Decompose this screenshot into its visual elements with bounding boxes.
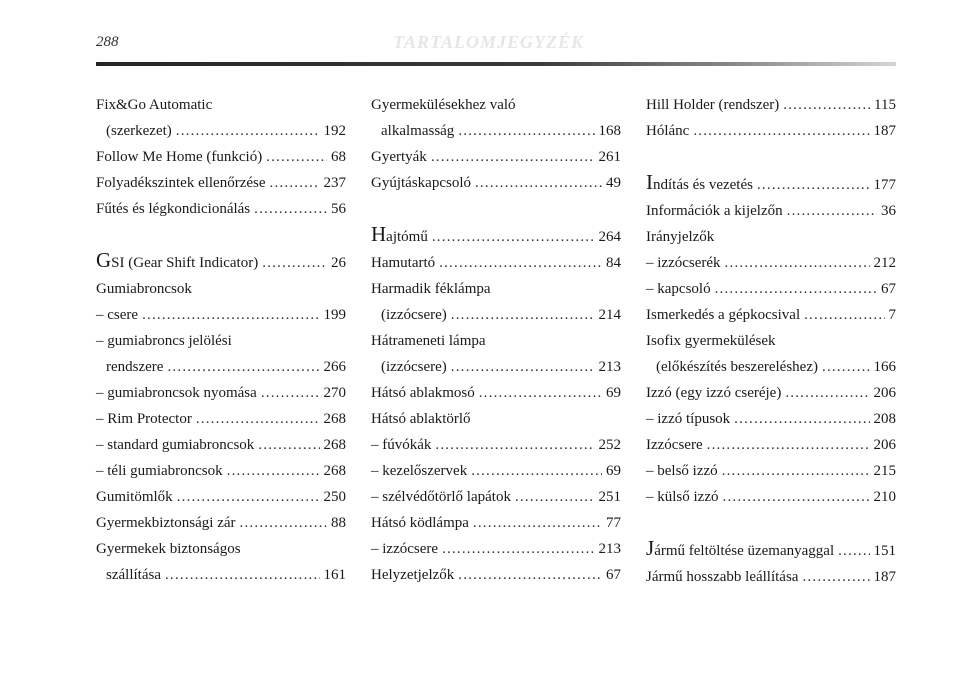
index-entry (646, 92, 896, 118)
index-entry (96, 144, 346, 170)
entry-text: Helyzetjelzők (371, 567, 455, 583)
leader-dots (176, 118, 320, 144)
entry-text: Gyújtáskapcsoló (371, 175, 471, 191)
page-ref: 77 (606, 515, 621, 531)
index-entry (646, 406, 896, 432)
page-ref: 208 (873, 411, 896, 427)
leader-dots (258, 432, 319, 458)
header-rule (96, 62, 896, 66)
index-entry (96, 328, 346, 380)
entry-text: – téli gumiabroncsok (96, 463, 223, 479)
leader-dots (471, 458, 602, 484)
entry-text: – kapcsoló (646, 281, 711, 297)
entry-text: Gyermekek biztonságos (96, 541, 241, 557)
index-entry (96, 484, 346, 510)
entry-text: Irányjelzők (646, 229, 715, 245)
index-entry (96, 276, 346, 302)
page-ref: 252 (598, 437, 621, 453)
entry-text: GSI (Gear Shift Indicator) (96, 248, 259, 272)
leader-dots (804, 302, 884, 328)
page-ref: 69 (606, 385, 621, 401)
entry-text: Hólánc (646, 123, 690, 139)
leader-dots (802, 564, 869, 590)
leader-dots (479, 380, 602, 406)
entry-text: Hátsó ablaktörlő (371, 411, 471, 427)
index-entry (371, 144, 621, 170)
entry-text: Fix&Go Automatic (96, 97, 213, 113)
page-ref: 68 (331, 149, 346, 165)
index-entry (96, 432, 346, 458)
index-entry (646, 535, 896, 564)
index-column-3 (646, 92, 896, 590)
section-initial: G (96, 248, 112, 272)
leader-dots (227, 458, 320, 484)
entry-text: – belső izzó (646, 463, 718, 479)
index-entry (646, 432, 896, 458)
index-entry (371, 458, 621, 484)
page-ref: 206 (873, 437, 896, 453)
entry-text: (izzócsere) (381, 307, 447, 323)
index-entry (371, 250, 621, 276)
page-ref: 215 (873, 463, 896, 479)
leader-dots (167, 354, 319, 380)
leader-dots (458, 562, 602, 588)
section-initial: I (646, 170, 653, 194)
page-ref: 166 (873, 359, 896, 375)
entry-text: Hátsó ködlámpa (371, 515, 469, 531)
index-entry (371, 510, 621, 536)
entry-text: Ismerkedés a gépkocsival (646, 307, 801, 323)
entry-text: – külső izzó (646, 489, 719, 505)
page-ref: 84 (606, 255, 621, 271)
entry-text: Gumiabroncsok (96, 281, 192, 297)
leader-dots (757, 172, 870, 198)
entry-text: Információk a kijelzőn (646, 203, 783, 219)
page-ref: 67 (881, 281, 896, 297)
index-entry (371, 380, 621, 406)
index-entry (646, 380, 896, 406)
entry-text: Hátrameneti lámpa (371, 333, 486, 349)
leader-dots (254, 196, 327, 222)
leader-dots (177, 484, 320, 510)
index-entry (96, 406, 346, 432)
entry-text: Follow Me Home (funkció) (96, 149, 263, 165)
page-ref: 187 (873, 569, 896, 585)
leader-dots (475, 170, 602, 196)
leader-dots (431, 144, 595, 170)
leader-dots (451, 302, 595, 328)
entry-text: Indítás és vezetés (646, 170, 753, 194)
index-entry (96, 196, 346, 222)
index-entry (371, 328, 621, 380)
leader-dots (435, 432, 594, 458)
index-entry (96, 92, 346, 144)
page-ref: 69 (606, 463, 621, 479)
index-entry (371, 276, 621, 328)
leader-dots (822, 354, 870, 380)
page-ref: 237 (323, 175, 346, 191)
leader-dots (266, 144, 327, 170)
leader-dots (442, 536, 594, 562)
page-ref: 151 (873, 543, 896, 559)
leader-dots (785, 380, 869, 406)
page-ref: 268 (323, 463, 346, 479)
leader-dots (787, 198, 877, 224)
leader-dots (722, 458, 870, 484)
index-entry (96, 170, 346, 196)
entry-text: Gyermekülésekhez való (371, 97, 516, 113)
entry-text: szállítása (106, 567, 161, 583)
index-entry (646, 118, 896, 144)
entry-text: Jármű hosszabb leállítása (646, 569, 799, 585)
leader-dots (240, 510, 327, 536)
entry-text: Fűtés és légkondicionálás (96, 201, 251, 217)
entry-text: Jármű feltöltése üzemanyaggal (646, 536, 835, 560)
index-entry (371, 432, 621, 458)
leader-dots (723, 484, 870, 510)
entry-text: (szerkezet) (106, 123, 172, 139)
entry-text: Izzócsere (646, 437, 703, 453)
entry-text: – standard gumiabroncsok (96, 437, 255, 453)
index-entry (646, 458, 896, 484)
leader-dots (515, 484, 595, 510)
page-header (0, 30, 960, 54)
page-ref: 206 (873, 385, 896, 401)
leader-dots (165, 562, 320, 588)
index-entry (96, 380, 346, 406)
entry-text: – izzócserék (646, 255, 721, 271)
index-entry (646, 224, 896, 250)
index-entry (646, 328, 896, 380)
index-column-2 (371, 92, 621, 588)
page-ref: 210 (873, 489, 896, 505)
index-entry (371, 221, 621, 250)
page-ref: 213 (598, 541, 621, 557)
index-entry (371, 170, 621, 196)
page-ref: 192 (323, 123, 346, 139)
leader-dots (451, 354, 595, 380)
page-ref: 214 (598, 307, 621, 323)
page-ref: 268 (323, 411, 346, 427)
entry-text: Hill Holder (rendszer) (646, 97, 780, 113)
leader-dots (715, 276, 877, 302)
section-initial: J (646, 536, 655, 560)
index-entry (371, 92, 621, 144)
page-ref: 67 (606, 567, 621, 583)
entry-text: Isofix gyermekülések (646, 333, 776, 349)
page-ref: 7 (888, 307, 896, 323)
index-entry (646, 484, 896, 510)
leader-dots (270, 170, 320, 196)
page-ref: 177 (873, 177, 896, 193)
entry-text: Harmadik féklámpa (371, 281, 491, 297)
page-ref: 212 (873, 255, 896, 271)
entry-text: (izzócsere) (381, 359, 447, 375)
index-entry (96, 458, 346, 484)
page-number: 288 (96, 34, 119, 50)
page-ref: 187 (873, 123, 896, 139)
leader-dots (473, 510, 602, 536)
page-ref: 270 (323, 385, 346, 401)
leader-dots (262, 250, 327, 276)
leader-dots (196, 406, 320, 432)
entry-text: Hátsó ablakmosó (371, 385, 475, 401)
leader-dots (142, 302, 319, 328)
entry-text: – Rim Protector (96, 411, 192, 427)
entry-text: (előkészítés beszereléshez) (656, 359, 818, 375)
index-entry (646, 564, 896, 590)
page-ref: 161 (323, 567, 346, 583)
page-ref: 261 (598, 149, 621, 165)
index-entry (646, 302, 896, 328)
leader-dots (734, 406, 869, 432)
page-ref: 36 (881, 203, 896, 219)
entry-text: Folyadékszintek ellenőrzése (96, 175, 266, 191)
leader-dots (432, 224, 595, 250)
leader-dots (439, 250, 602, 276)
page-ref: 250 (323, 489, 346, 505)
page-ref: 251 (598, 489, 621, 505)
entry-text: Hamutartó (371, 255, 436, 271)
index-entry (371, 484, 621, 510)
index-entry (646, 198, 896, 224)
entry-text: Gyermekbiztonsági zár (96, 515, 236, 531)
page-ref: 168 (598, 123, 621, 139)
leader-dots (693, 118, 869, 144)
page-ref: 199 (323, 307, 346, 323)
entry-text: Hajtómű (371, 222, 428, 246)
leader-dots (725, 250, 870, 276)
entry-text: Gumitömlők (96, 489, 173, 505)
entry-text: Gyertyák (371, 149, 427, 165)
entry-text: – izzócsere (371, 541, 439, 557)
leader-dots (707, 432, 870, 458)
page-ref: 115 (874, 97, 896, 113)
page-ref: 88 (331, 515, 346, 531)
index-entry (96, 510, 346, 536)
entry-text: – kezelőszervek (371, 463, 468, 479)
page-ref: 26 (331, 255, 346, 271)
index-entry (371, 562, 621, 588)
index-entry (371, 536, 621, 562)
leader-dots (783, 92, 870, 118)
page-ref: 264 (598, 229, 621, 245)
index-entry (646, 169, 896, 198)
index-entry (96, 302, 346, 328)
entry-text: – izzó típusok (646, 411, 731, 427)
page-ref: 213 (598, 359, 621, 375)
page-title: TARTALOMJEGYZÉK (393, 32, 585, 52)
leader-dots (458, 118, 594, 144)
leader-dots (261, 380, 320, 406)
index-entry (371, 406, 621, 432)
entry-text: – szélvédőtörlő lapátok (371, 489, 511, 505)
entry-text: – csere (96, 307, 139, 323)
entry-text: Izzó (egy izzó cseréje) (646, 385, 782, 401)
index-entry (646, 250, 896, 276)
entry-text: – gumiabroncs jelölési (96, 333, 232, 349)
index-entry (646, 276, 896, 302)
entry-text: alkalmasság (381, 123, 455, 139)
index-entry (96, 536, 346, 588)
page-ref: 266 (323, 359, 346, 375)
entry-text: – fúvókák (371, 437, 432, 453)
leader-dots (838, 538, 869, 564)
entry-text: rendszere (106, 359, 164, 375)
page-ref: 268 (323, 437, 346, 453)
entry-text: – gumiabroncsok nyomása (96, 385, 257, 401)
page-ref: 49 (606, 175, 621, 191)
section-initial: H (371, 222, 387, 246)
page-ref: 56 (331, 201, 346, 217)
index-column-1 (96, 92, 346, 588)
index-entry (96, 247, 346, 276)
